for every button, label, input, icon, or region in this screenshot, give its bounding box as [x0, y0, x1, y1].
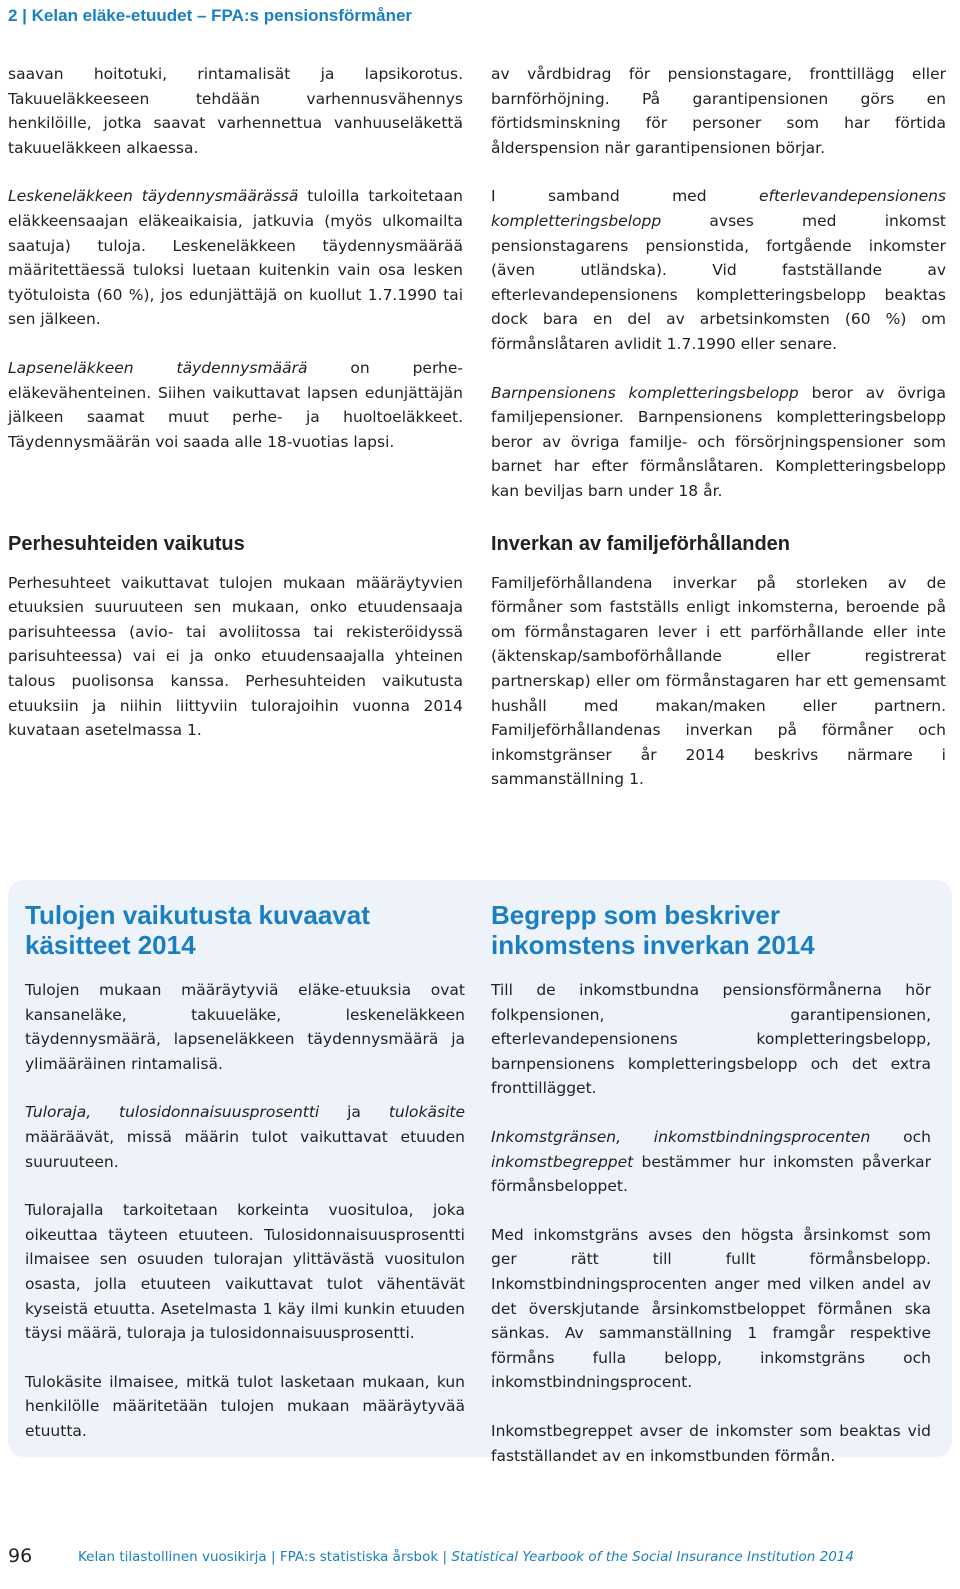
box-left-paragraph-4: Tulokäsite ilmaisee, mitkä tulot lasketaan mukaan, kun henkilölle määritetään tulojen mukaan määräytyvää etuutta.	[25, 1372, 465, 1440]
footer-title-sv: FPA:s statistiska årsbok	[279, 1549, 439, 1565]
box-left-p2-text: määräävät, missä määrin tulot vaikuttavat etuuden suuruuteen.	[25, 1127, 465, 1171]
right-section	[491, 532, 946, 816]
left-paragraph-2	[8, 184, 463, 332]
footer-publication	[78, 1549, 854, 1565]
right-paragraph-1: av vårdbidrag för pensionstagare, fronttillägg eller barnförhöjning. På garantipensionen görs en förtidsminskning för personer som har förtida ålderspension när garantipensionen börjar.	[491, 65, 946, 157]
box-left-paragraph-2	[25, 1100, 465, 1174]
footer-title-en: Statistical Yearbook of the Social Insurance Institution 2014	[451, 1549, 854, 1565]
footer-separator-1: |	[266, 1549, 280, 1565]
box-right-paragraph-1: Till de inkomstbundna pensionsförmånerna hör folkpensionen, garantipensionen, efterlevandepensionens kompletteringsbelopp, barnpensionens kompletteringsbelopp och det extra fronttillägget.	[491, 981, 931, 1098]
page-number: 96	[8, 1545, 33, 1567]
box-left-title: Tulojen vaikutusta kuvaavat käsitteet 2014	[25, 900, 370, 960]
box-right-p2-em2: inkomstbegreppet	[491, 1152, 634, 1171]
left-column	[8, 62, 463, 478]
left-paragraph-4: Perhesuhteet vaikuttavat tulojen mukaan määräytyvien etuuksien suuruuteen sen mukaan, onko etuudensaaja parisuhteessa (avio- tai avoliitossa tai rekisteröidyssä parisuhteessa) vai ei ja onko etuudensaajalla yhteinen talous puolisonsa kanssa. Perhesuhteiden vaikutusta etuuksiin ja niihin liittyviin tulorajoihin vuonna 2014 kuvataan asetelmassa 1.	[8, 573, 463, 740]
left-p2-text: tuloilla tarkoitetaan eläkkeensaajan eläkeaikaisia, jatkuvia (myös ulkomailta saatuja) tuloja. Leskeneläkkeen täydennysmäärää määritettäessä tuloksi luetaan kuitenkin vain osa lesken työtuloista (60 %), jos edunjättäjä on kuollut 1.7.1990 tai sen jälkeen.	[8, 187, 463, 329]
box-left-p2-mid: ja	[319, 1103, 389, 1122]
box-right-paragraph-2	[491, 1125, 931, 1199]
footer-title-fi: Kelan tilastollinen vuosikirja	[78, 1549, 267, 1565]
left-section-heading: Perhesuhteiden vaikutus	[8, 533, 245, 555]
left-p2-emphasis: Leskeneläkkeen täydennysmäärässä	[8, 187, 299, 206]
left-paragraph-3	[8, 356, 463, 454]
right-p3-text: beror av övriga familjepensioner. Barnpensionens kompletteringsbelopp beror av övriga familje- och försörjningspensioner som barnet har efter förmånslåtaren. Kompletteringsbelopp kan beviljas barn under 18 år.	[491, 383, 946, 500]
left-p3-emphasis: Lapseneläkkeen täydennysmäärä	[8, 358, 308, 377]
right-p3-emphasis: Barnpensionens kompletteringsbelopp	[491, 383, 799, 402]
right-p2-pre: I samband med	[491, 187, 759, 206]
right-section-heading: Inverkan av familjeförhållanden	[491, 533, 790, 555]
left-p3-text: on perhe-eläkevähenteinen. Siihen vaikuttavat lapsen edunjättäjän jälkeen saamat muut perhe- ja huoltoeläkkeet. Täydennysmäärän voi saada alle 18-vuotias lapsi.	[8, 358, 464, 451]
page-footer	[8, 1545, 952, 1569]
box-left-paragraph-3: Tulorajalla tarkoitetaan korkeinta vuosituloa, joka oikeuttaa täyteen etuuteen. Tulosidonnaisuusprosentti ilmaisee sen osuuden tulorajan ylittävästä vuositulon osasta, jolla etuuteen vaikuttavat tulot vähentävät kyseistä etuutta. Asetelmasta 1 käy ilmi kunkin etuuden täysi määrä, tuloraja ja tulosidonnaisuusprosentti.	[25, 1201, 465, 1343]
footer-separator-2: |	[438, 1549, 452, 1565]
box-left-column	[25, 900, 465, 1468]
box-right-p2-em1: Inkomstgränsen, inkomstbindningsprocenten	[491, 1127, 871, 1146]
right-paragraph-2	[491, 184, 946, 356]
right-column	[491, 62, 946, 528]
running-header: 2 | Kelan eläke-etuudet – FPA:s pensionsförmåner	[8, 6, 413, 25]
box-right-paragraph-4: Inkomstbegreppet avser de inkomster som beaktas vid fastställandet av en inkomstbunden förmån.	[491, 1421, 931, 1465]
right-paragraph-3	[491, 381, 946, 504]
box-right-column	[491, 900, 931, 1492]
box-right-p2-text: bestämmer hur inkomsten påverkar förmånsbeloppet.	[491, 1152, 931, 1196]
left-paragraph-1: saavan hoitotuki, rintamalisät ja lapsikorotus. Takuueläkkeeseen tehdään varhennusvähennys henkilöille, jotka saavat varhennettua vanhuuseläkettä takuueläkkeen alkaessa.	[8, 65, 463, 157]
left-section	[8, 532, 463, 767]
right-p2-emphasis: efterlevandepensionens kompletteringsbelopp	[491, 187, 946, 230]
right-p2-text: avses med inkomst pensionstagarens pensionstida, fortgående inkomster (även utländska). Vid fastställande av efterlevandepensionens kompletteringsbelopp beaktas dock bara en del av arbetsinkomsten (60 %) om förmånslåtaren avlidit 1.7.1990 eller senare.	[491, 211, 946, 353]
box-left-p2-em1: Tuloraja, tulosidonnaisuusprosentti	[25, 1103, 320, 1122]
box-left-paragraph-1: Tulojen mukaan määräytyviä eläke-etuuksia ovat kansaneläke, takuueläke, leskeneläkkeen täydennysmäärä, lapseneläkkeen täydennysmäärä ja ylimääräinen rintamalisä.	[25, 981, 465, 1073]
box-left-p2-em2: tulokäsite	[388, 1103, 465, 1122]
right-paragraph-4: Familjeförhållandena inverkar på storleken av de förmåner som fastställs enligt inkomsterna, beroende på om förmånstagaren lever i ett parförhållande eller inte (äktenskap/samboförhållande eller registrerat partnerskap) eller om förmånstagaren har ett gemensamt hushåll med makan/maken eller partnern. Familjeförhållandenas inverkan på förmåner och inkomstgränser år 2014 beskrivs närmare i sammanställning 1.	[491, 573, 946, 789]
box-right-paragraph-3: Med inkomstgräns avses den högsta årsinkomst som ger rätt till fullt förmånsbelopp. Inkomstbindningsprocenten anger med vilken andel av det överskjutande årsinkomstbeloppet förmånen ska sänkas. Av sammanställning 1 framgår respektive förmåns fulla belopp, inkomstgräns och inkomstbindningsprocent.	[491, 1225, 931, 1392]
box-right-title: Begrepp som beskriver inkomstens inverkan 2014	[491, 900, 815, 960]
concepts-box	[8, 880, 952, 1465]
box-right-p2-mid: och	[870, 1127, 931, 1146]
